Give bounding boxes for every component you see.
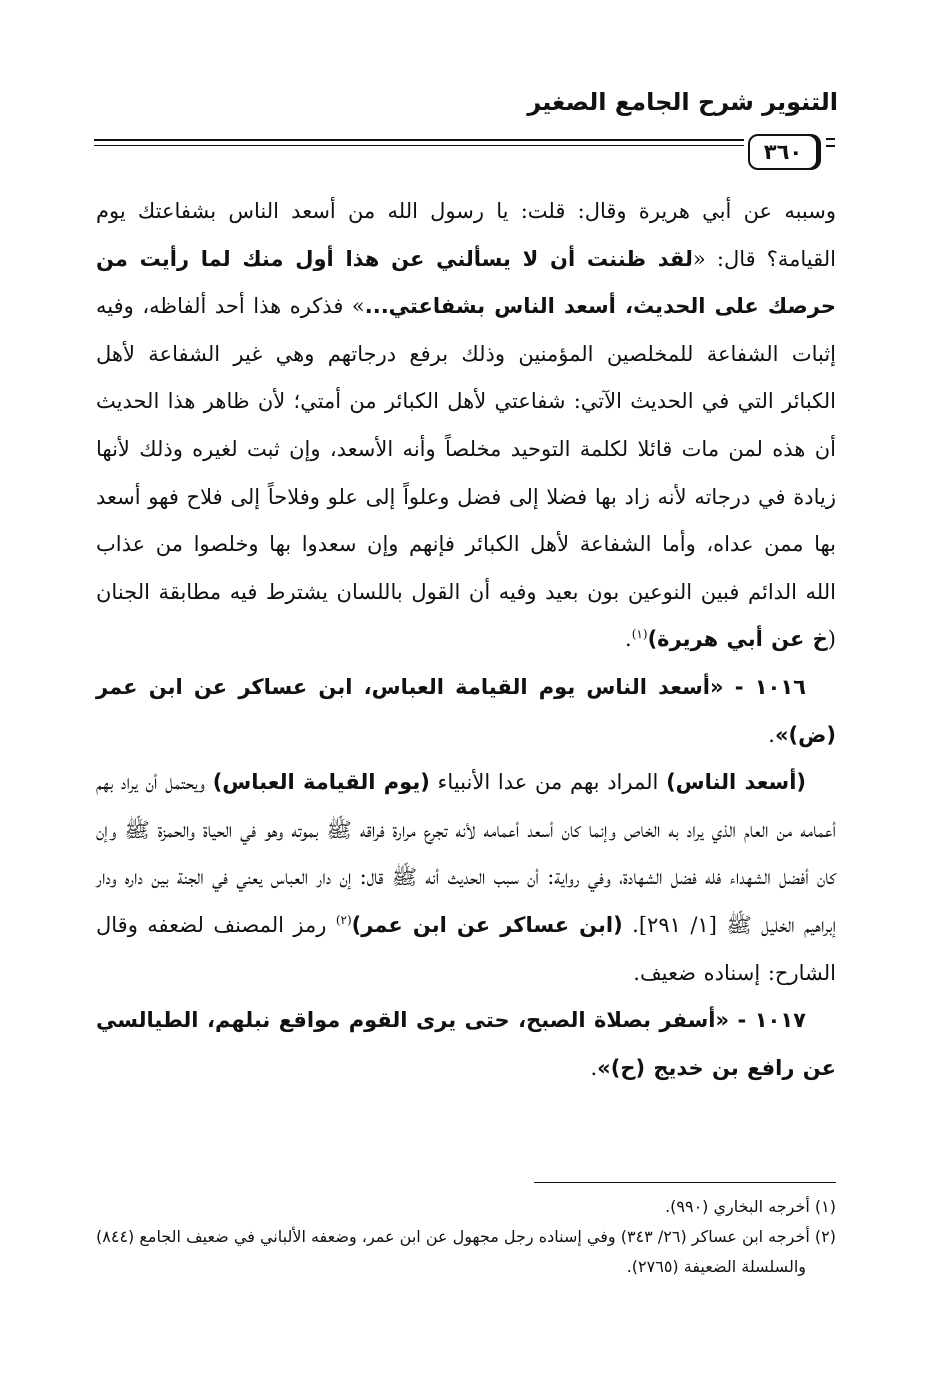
- keyword: (يوم القيامة العباس): [212, 770, 430, 795]
- page-number: ٣٦٠: [763, 140, 803, 164]
- footnote-ref: (٢): [335, 912, 352, 927]
- main-text: [96, 188, 836, 1092]
- running-title: التنوير شرح الجامع الصغير: [527, 88, 838, 116]
- header-edge-mark: [826, 138, 835, 147]
- header-rule-thin: [94, 145, 744, 146]
- header-rule: [94, 139, 744, 141]
- hadith-heading-1016: ١٠١٦ - «أسعد الناس يوم القيامة العباس، ابن عساكر عن ابن عمر (ض)».: [96, 674, 836, 747]
- footnote-separator: [534, 1182, 836, 1183]
- footnote-ref: (١): [631, 627, 648, 642]
- hadith-heading-1017: ١٠١٧ - «أسفر بصلاة الصبح، حتى يرى القوم مواقع نبلهم، الطيالسي عن رافع بن خديج (ح)».: [96, 1008, 836, 1080]
- keyword: (أسعد الناس): [666, 770, 806, 795]
- hadith-number: ١٠١٦ -: [723, 674, 806, 699]
- paragraph-commentary-1015: وسببه عن أبي هريرة وقال: قلت: يا رسول الله من أسعد الناس بشفاعتك يوم القيامة؟ قال: «لقد ظننت أن لا يسألني عن هذا أول منك لما رأيت من حرصك على الحديث، أسعد الناس بشفاعتي...» فذكره هذا أحد ألفاظه، وفيه إثبات الشفاعة للمخلصين المؤمنين وذلك برفع درجاتهم وهي غير الشفاعة لأهل الكبائر التي في الحديث الآتي: شفاعتي لأهل الكبائر من أمتي؛ لأن ظاهر هذا الحديث أن هذه لمن مات قائلا لكلمة التوحيد مخلصاً وأنه الأسعد، وإن ثبت لغيره وذلك لأنها زيادة في درجاته لأنه زاد بها فضلا إلى فضل وعلواً إلى علو وفلاحاً إلى فلاح فهو أسعد بها ممن عداه، وأما الشفاعة لأهل الكبائر فإنهم وإن سعدوا بها وخلصوا من عذاب الله الدائم فبين النوعين بون بعيد وفيه أن القول باللسان يشترط فيه مطابقة الجنان (خ عن أبي هريرة)$^{(١)}$.: [96, 199, 836, 652]
- footnote-2: (٢) أخرجه ابن عساكر (٢٦/ ٣٤٣) وفي إسناده رجل مجهول عن ابن عمر، وضعفه الألباني في ضعيف الجامع (٨٤٤) والسلسلة الضعيفة (٢٧٦٥).: [96, 1227, 837, 1276]
- hadith-text: «أسفر بصلاة الصبح، حتى يرى القوم مواقع نبلهم، الطيالسي عن رافع بن خديج (ح)»: [96, 1008, 836, 1080]
- paragraph-commentary-1016: (أسعد الناس) المراد بهم من عدا الأنبياء (يوم القيامة العباس) ويحتمل أن يراد بهم أعمامه من العام الذي يراد به الخاص وإنما كان أسعد أعمامه لأنه تجرع مرارة فراقه ﷺ بموته وهو في الحياة والحمزة ﷺ وإن كان أفضل الشهداء فله فضل الشهادة، وفي رواية: أن سبب الحديث أنه ﷺ قال: إن دار العباس يعني في الجنة بين داره ودار إبراهيم الخليل ﷺ [١/ ٢٩١]. (ابن عساكر عن ابن عمر)$^{(٢)}$ رمز المصنف لضعفه وقال الشارح: إسناده ضعيف.: [96, 770, 836, 985]
- footnotes: [96, 1192, 836, 1282]
- footnote-1: (١) أخرجه البخاري (٩٩٠).: [665, 1197, 836, 1216]
- hadith-text: «أسعد الناس يوم القيامة العباس، ابن عساكر عن ابن عمر (ض)»: [96, 674, 836, 747]
- source-ref: (ابن عساكر عن ابن عمر): [351, 912, 623, 937]
- hadith-quote: لقد ظننت أن لا يسألني عن هذا أول منك لما رأيت من حرصك على الحديث، أسعد الناس بشفاعتي...: [96, 246, 836, 319]
- source-ref: خ عن أبي هريرة: [657, 627, 828, 652]
- page-number-frame: [748, 134, 818, 170]
- hadith-number: ١٠١٧ -: [729, 1008, 806, 1033]
